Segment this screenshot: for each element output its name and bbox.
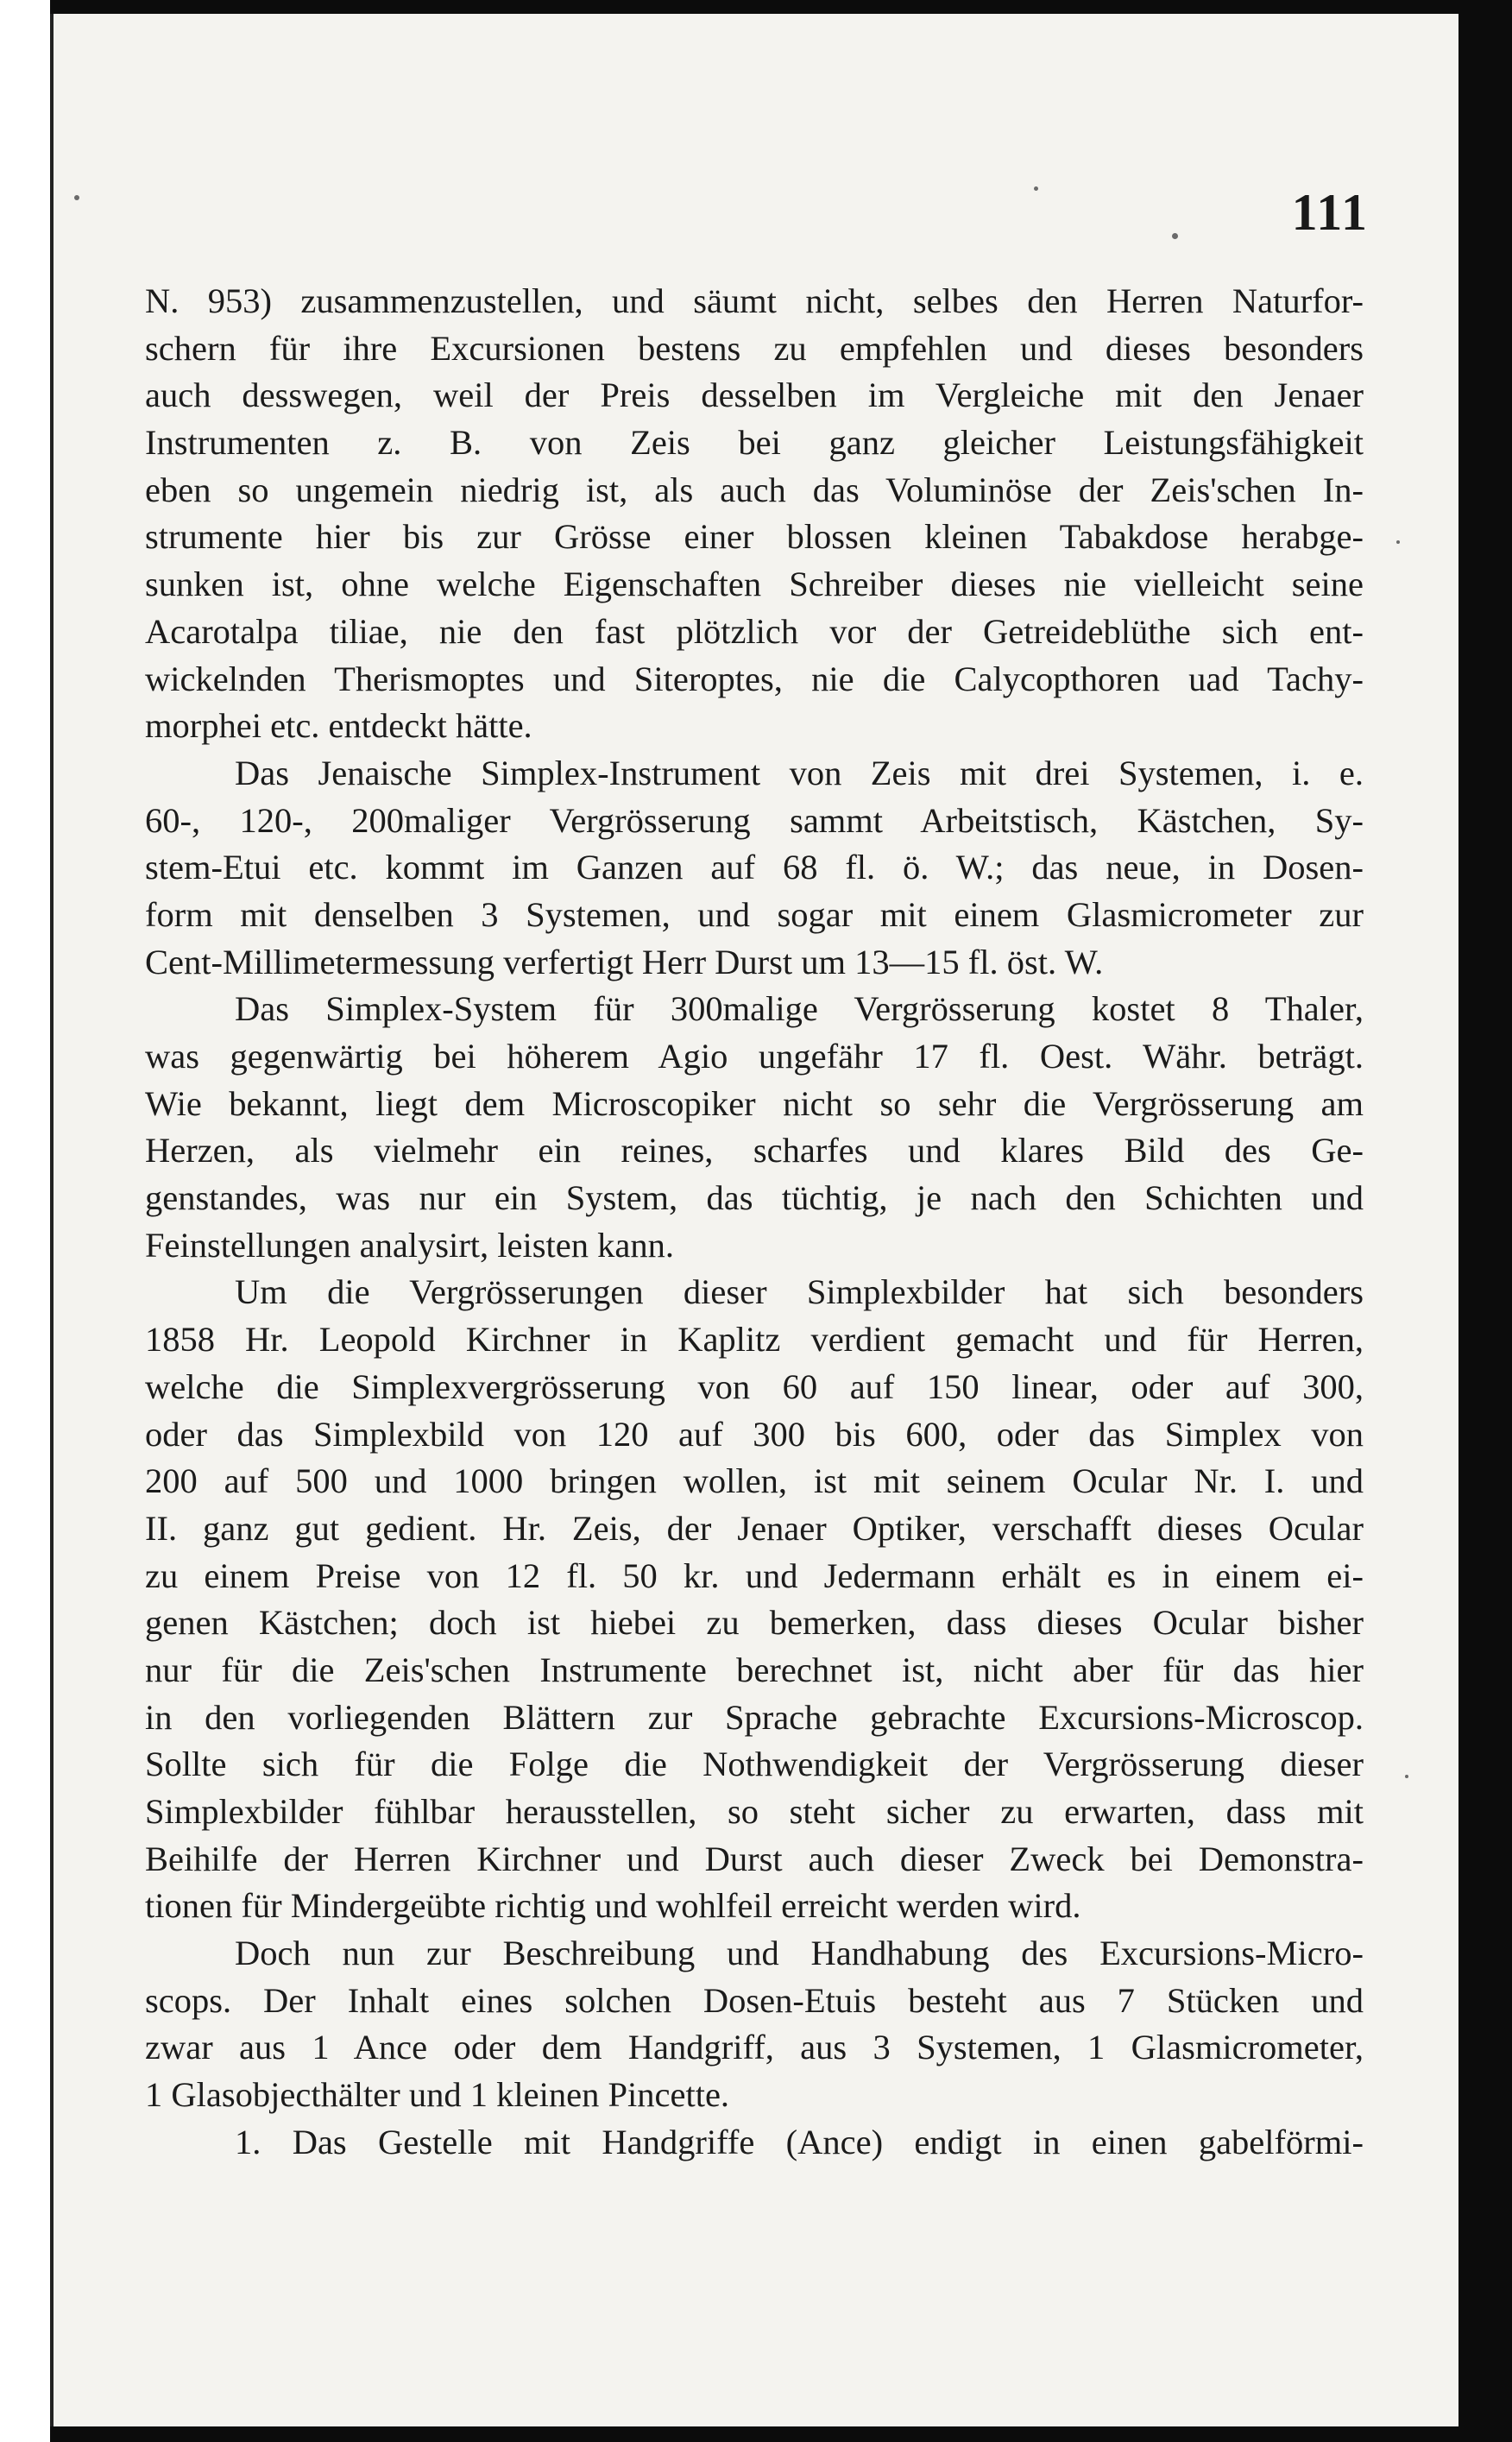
scan-speck <box>1396 540 1400 544</box>
text-line: Beihilfe der Herren Kirchner und Durst auch dieser Zweck bei Demonstra- <box>145 1839 1364 1878</box>
text-line: wickelnden Therismoptes und Siteroptes, nie die Calycopthoren uad Tachy- <box>145 659 1364 698</box>
scan-right-border <box>1458 14 1512 2442</box>
text-line: Instrumenten z. B. von Zeis bei ganz gleicher Leistungsfähigkeit <box>145 423 1364 463</box>
text-line: Sollte sich für die Folge die Nothwendigkeit der Vergrösserung dieser <box>145 1745 1364 1784</box>
scan-speck <box>1405 1775 1408 1778</box>
body-text <box>145 278 1364 2167</box>
text-line: tionen für Mindergeübte richtig und wohlfeil erreicht werden wird. <box>145 1886 1081 1926</box>
text-line: 1858 Hr. Leopold Kirchner in Kaplitz verdient gemacht und für Herren, <box>145 1320 1364 1360</box>
text-line: Wie bekannt, liegt dem Microscopiker nicht so sehr die Vergrösserung am <box>145 1083 1364 1123</box>
text-line: sunken ist, ohne welche Eigenschaften Schreiber dieses nie vielleicht seine <box>145 565 1364 604</box>
text-line: strumente hier bis zur Grösse einer blossen kleinen Tabakdose herabge- <box>145 517 1364 557</box>
text-line: zwar aus 1 Ance oder dem Handgriff, aus 3 Systemen, 1 Glasmicrometer, <box>145 2028 1364 2067</box>
text-line: Cent-Millimetermessung verfertigt Herr Durst um 13—15 fl. öst. W. <box>145 942 1104 981</box>
scan-speck <box>74 195 79 200</box>
text-line: auch desswegen, weil der Preis desselben im Vergleiche mit den Jenaer <box>145 375 1364 415</box>
scan-top-border <box>50 0 1512 14</box>
text-line: stem-Etui etc. kommt im Ganzen auf 68 fl. ö. W.; das neue, in Dosen- <box>145 848 1364 887</box>
text-line: 60-, 120-, 200maliger Vergrösserung sammt Arbeitstisch, Kästchen, Sy- <box>145 800 1364 840</box>
text-line: schern für ihre Excursionen bestens zu empfehlen und dieses besonders <box>145 328 1364 368</box>
scan-speck <box>1172 233 1178 239</box>
text-line: 1 Glasobjecthälter und 1 kleinen Pincette. <box>145 2075 730 2115</box>
page-left-edge <box>50 14 54 2426</box>
text-line: Acarotalpa tiliae, nie den fast plötzlich vor der Getreideblüthe sich ent- <box>145 611 1364 651</box>
text-line: was gegenwärtig bei höherem Agio ungefähr 17 fl. Oest. Währ. beträgt. <box>145 1037 1364 1076</box>
text-line: Herzen, als vielmehr ein reines, scharfes und klares Bild des Ge- <box>145 1131 1364 1171</box>
text-line: form mit denselben 3 Systemen, und sogar mit einem Glasmicrometer zur <box>145 894 1364 934</box>
text-line: Simplexbilder fühlbar herausstellen, so steht sicher zu erwarten, dass mit <box>145 1792 1364 1831</box>
text-line: zu einem Preise von 12 fl. 50 kr. und Jedermann erhält es in einem ei- <box>145 1555 1364 1595</box>
text-line: genstandes, was nur ein System, das tüchtig, je nach den Schichten und <box>145 1178 1364 1218</box>
text-line: N. 953) zusammenzustellen, und säumt nicht, selbes den Herren Naturfor- <box>145 281 1364 320</box>
text-line: oder das Simplexbild von 120 auf 300 bis 600, oder das Simplex von <box>145 1414 1364 1454</box>
text-line: in den vorliegenden Blättern zur Sprache gebrachte Excursions-Microscop. <box>145 1697 1364 1737</box>
text-line: nur für die Zeis'schen Instrumente berechnet ist, nicht aber für das hier <box>145 1650 1364 1689</box>
text-line: II. ganz gut gedient. Hr. Zeis, der Jenaer Optiker, verschafft dieses Ocular <box>145 1508 1364 1548</box>
scan-speck <box>1034 186 1038 191</box>
text-line: eben so ungemein niedrig ist, als auch das Voluminöse der Zeis'schen In- <box>145 470 1364 509</box>
scan-bottom-border <box>50 2426 1512 2442</box>
page-number: 111 <box>1291 184 1369 241</box>
text-line: Um die Vergrösserungen dieser Simplexbilder hat sich besonders <box>235 1272 1364 1312</box>
text-line: genen Kästchen; doch ist hiebei zu bemerken, dass dieses Ocular bisher <box>145 1603 1364 1643</box>
text-line: 1. Das Gestelle mit Handgriffe (Ance) endigt in einen gabelförmi- <box>235 2122 1364 2161</box>
scan-left-margin <box>0 0 50 2442</box>
book-page <box>50 14 1458 2426</box>
text-line: 200 auf 500 und 1000 bringen wollen, ist mit seinem Ocular Nr. I. und <box>145 1461 1364 1501</box>
text-line: Doch nun zur Beschreibung und Handhabung des Excursions-Micro- <box>235 1934 1364 1973</box>
text-line: scops. Der Inhalt eines solchen Dosen-Etuis besteht aus 7 Stücken und <box>145 1980 1364 2020</box>
text-line: Das Simplex-System für 300malige Vergrösserung kostet 8 Thaler, <box>235 989 1364 1029</box>
text-line: Feinstellungen analysirt, leisten kann. <box>145 1225 674 1265</box>
text-line: morphei etc. entdeckt hätte. <box>145 706 532 746</box>
text-line: welche die Simplexvergrösserung von 60 auf 150 linear, oder auf 300, <box>145 1366 1364 1406</box>
text-line: Das Jenaische Simplex-Instrument von Zeis mit drei Systemen, i. e. <box>235 753 1364 792</box>
